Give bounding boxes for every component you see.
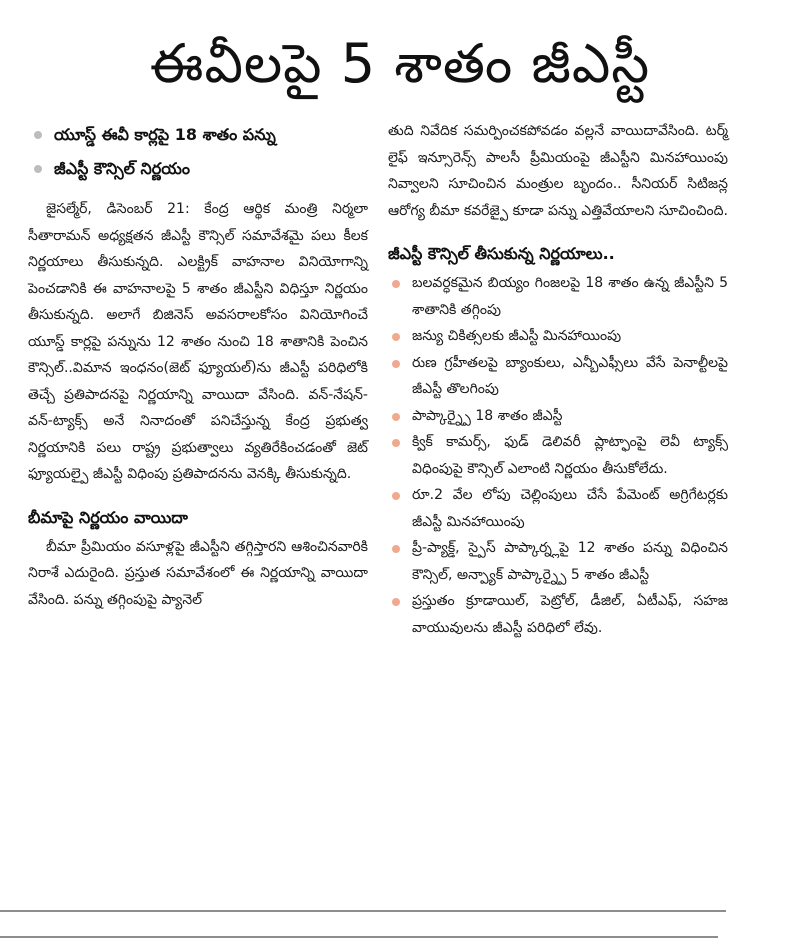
insurance-paragraph: బీమా ప్రీమియం వసూళ్లపై జీఎస్టీని తగ్గిస్తారని ఆశించినవారికి నిరాశే ఎదురైంది. ప్రస్తుత సమావేశంలో ఈ నిర్ణయాన్ని వాయిదా వేసింది. పన్ను తగ్గింపుపై ప్యానెల్ <box>28 538 368 608</box>
list-item <box>388 350 728 403</box>
bullet-dot-icon <box>392 598 400 606</box>
bullet-dot-icon <box>392 492 400 500</box>
bullet-dot-icon <box>34 165 42 173</box>
list-item <box>388 429 728 482</box>
list-item <box>388 588 728 641</box>
left-column <box>28 118 368 613</box>
bullet-dot-icon <box>392 360 400 368</box>
continued-paragraph: తుది నివేదిక సమర్పించకపోవడం వల్లనే వాయిదావేసింది. టర్మ్ లైఫ్ ఇన్సూరెన్స్ పాలసీ ప్రీమియంపై జీఎస్టీని మినహాయింపు నివ్వాలని సూచించిన మంత్రుల బృందం.. సీనియర్ సిటిజన్ల ఆరోగ్య బీమా కవరేజ్పై కూడా పన్ను ఎత్తివేయాలని సూచించింది. <box>388 123 728 219</box>
bullet-dot-icon <box>34 131 42 139</box>
bullet-dot-icon <box>392 333 400 341</box>
decision-text: ప్రీ-ప్యాక్డ్, స్పైస్ పాప్కార్న్లపై 12 శాతం పన్ను విధించిన కౌన్సిల్, అన్ప్యాక్ పాప్కార్న్పై 5 శాతం జీఎస్టీ <box>412 540 728 583</box>
decision-text: బలవర్ధకమైన బియ్యం గింజలపై 18 శాతం ఉన్న జీఎస్టీని 5 శాతానికి తగ్గింపు <box>412 275 728 318</box>
headline: ఈవీలపై 5 శాతం జీఎస్టీ <box>149 32 651 95</box>
decision-text: పాప్కార్న్పై 18 శాతం జీఎస్టీ <box>412 407 563 424</box>
bottom-divider <box>0 936 718 938</box>
sub-bullet <box>28 118 368 152</box>
bullet-dot-icon <box>392 280 400 288</box>
sub-bullet-text: యూస్డ్ ఈవీ కార్లపై 18 శాతం పన్ను <box>54 125 276 144</box>
decisions-list <box>388 270 728 641</box>
bullet-dot-icon <box>392 413 400 421</box>
insurance-section-heading: బీమాపై నిర్ణయం వాయిదా <box>28 507 188 527</box>
bullet-dot-icon <box>392 439 400 447</box>
decision-text: రూ.2 వేల లోపు చెల్లింపులు చేసే పేమెంట్ అగ్రిగేటర్లకు జీఎస్టీ మినహాయింపు <box>412 487 728 530</box>
intro-paragraph: జైసల్మేర్, డిసెంబర్ 21: కేంద్ర ఆర్థిక మంత్రి నిర్మలా సీతారామన్ అధ్యక్షతన జీఎస్టీ కౌన్సిల్ సమావేశమై పలు కీలక నిర్ణయాలు తీసుకున్నది. ఎలక్ట్రిక్ వాహనాల వినియోగాన్ని పెంచడానికి ఈ వాహనాలపై 5 శాతం జీఎస్టీని విధిస్తూ నిర్ణయం తీసుకున్నది. అలాగే బిజినెస్ అవసరాలకోసం వినియోగించే యూస్డ్ కార్లపై పన్నును 12 శాతం నుంచి 18 శాతానికి పెంచిన కౌన్సిల్..విమాన ఇంధనం(జెట్ ఫ్యూయల్)ను జీఎస్టీ పరిధిలోకి తెచ్చే ప్రతిపాదనపై నిర్ణయాన్ని వాయిదా వేసింది. వన్-నేషన్-వన్-ట్యాక్స్ అనే నినాదంతో పనిచేస్తున్న కేంద్ర ప్రభుత్వ నిర్ణయానికి పలు రాష్ట్ర ప్రభుత్వాలు వ్యతిరేకించడంతో జెట్ ఫ్యూయల్పై జీఎస్టీ విధింపు ప్రతిపాదనను వెనక్కి తీసుకున్నది. <box>28 201 368 482</box>
list-item <box>388 270 728 323</box>
list-item <box>388 323 728 350</box>
decision-text: క్విక్ కామర్స్, ఫుడ్ డెలివరీ ప్లాట్ఫాంపై లెవీ ట్యాక్స్ విధింపుపై కౌన్సిల్ ఎలాంటి నిర్ణయం తీసుకోలేదు. <box>412 434 728 477</box>
sub-bullets <box>28 118 368 186</box>
decision-text: రుణ గ్రహీతలపై బ్యాంకులు, ఎన్బీఎఫ్సీలు వేసే పెనాల్టీలపై జీఎస్టీ తొలగింపు <box>412 354 728 397</box>
list-item <box>388 482 728 535</box>
right-column <box>388 118 728 641</box>
sub-bullet <box>28 152 368 186</box>
bullet-dot-icon <box>392 545 400 553</box>
list-item <box>388 535 728 588</box>
decision-text: జన్యు చికిత్సలకు జీఎస్టీ మినహాయింపు <box>412 328 622 344</box>
decisions-heading: జీఎస్టీ కౌన్సిల్ తీసుకున్న నిర్ణయాలు.. <box>388 244 615 263</box>
sub-bullet-text: జీఎస్టీ కౌన్సిల్ నిర్ణయం <box>54 159 190 178</box>
decision-text: ప్రస్తుతం క్రూడాయిల్, పెట్రోల్, డీజిల్, ఏటీఎఫ్, సహజ వాయువులను జీఎస్టీ పరిధిలో లేవు. <box>412 593 728 636</box>
bottom-divider <box>0 910 726 912</box>
list-item <box>388 403 728 430</box>
